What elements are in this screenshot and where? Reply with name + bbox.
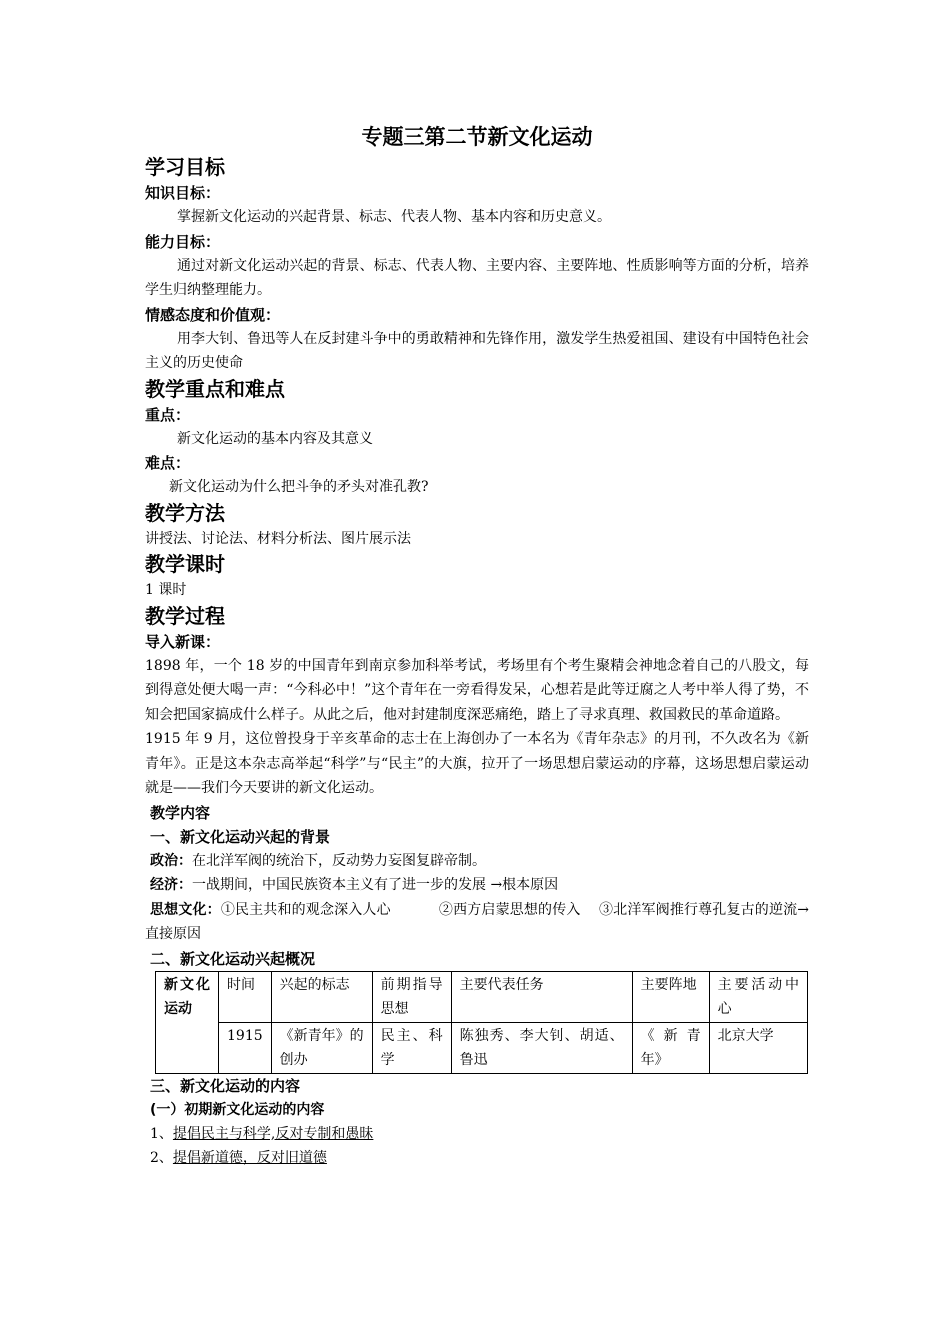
content-item-2-text: 提倡新道德，反对旧道德	[172, 1150, 327, 1166]
economy-text: 一战期间，中国民族资本主义有了进一步的发展 →根本原因	[192, 877, 559, 893]
key-point-label: 重点：	[145, 405, 191, 424]
table-row	[156, 971, 808, 1022]
content-item-2-number: 2、	[150, 1150, 173, 1166]
thought-item-2: ②西方启蒙思想的传入	[438, 901, 581, 918]
thought-label: 思想文化：	[150, 901, 221, 918]
document-title: 专题三第二节新文化运动	[361, 125, 593, 149]
difficult-point-label: 难点：	[145, 454, 191, 472]
table-header-cell: 主要代表任务	[451, 971, 632, 1022]
difficult-point-text: 新文化运动为什么把斗争的矛头对准孔教?	[169, 479, 429, 495]
thought-item-1: ①民主共和的观念深入人心	[220, 901, 391, 918]
table-header-cell: 主要活动中心	[709, 971, 807, 1022]
process-heading: 教学过程	[145, 603, 225, 628]
overview-table	[155, 971, 808, 1074]
table-cell: 北京大学	[709, 1022, 807, 1073]
intro-paragraph-2: 1915 年 9 月，这位曾投身于辛亥革命的志士在上海创办了一本名为《青年杂志》的月刊，不久改名为《新青年》。正是这本杂志高举起“科学”与“民主”的大旗，拉开了一场思想启蒙运动的序幕，这场思想启蒙运动就是——我们今天要讲的新文化运动。	[145, 731, 809, 796]
hours-text: 1 课时	[145, 582, 187, 598]
content-item-1-number: 1、	[150, 1125, 173, 1142]
table-header-cell: 主要阵地	[632, 971, 709, 1022]
hours-heading: 教学课时	[145, 552, 225, 576]
ability-goal-label: 能力目标：	[145, 232, 221, 251]
key-point-text: 新文化运动的基本内容及其意义	[177, 430, 373, 447]
content-item-2	[145, 1146, 809, 1171]
economy-line	[145, 873, 809, 898]
intro-label: 导入新课：	[145, 632, 221, 651]
table-row-label: 新文化运动	[156, 971, 219, 1073]
emotion-goal-text: 用李大钊、鲁迅等人在反封建斗争中的勇敢精神和先锋作用，激发学生热爱祖国、建设有中国特色社会主义的历史使命	[145, 330, 809, 371]
method-text: 讲授法、讨论法、材料分析法、图片展示法	[145, 530, 411, 547]
early-content-heading: (一）初期新文化运动的内容	[150, 1101, 325, 1118]
learning-goals-heading: 学习目标	[145, 155, 225, 179]
ability-goal-text: 通过对新文化运动兴起的背景、标志、代表人物、主要内容、主要阵地、性质影响等方面的分析，培养学生归纳整理能力。	[145, 257, 809, 298]
table-cell: 《新青年》	[632, 1022, 709, 1073]
knowledge-goal-label: 知识目标：	[145, 184, 221, 202]
content-section-heading: 三、新文化运动的内容	[150, 1076, 301, 1095]
table-row	[156, 1022, 808, 1073]
intro-paragraph-1: 1898 年，一个 18 岁的中国青年到南京参加科举考试，考场里有个考生聚精会神地念着自己的八股文，每到得意处便大喝一声：“今科必中！”这个青年在一旁看得发呆，心想若是此等迂腐之人考中举人得了势，不知会把国家搞成什么样子。从此之后，他对封建制度深恶痛绝，踏上了寻求真理、救国救民的革命道路。	[145, 657, 809, 723]
knowledge-goal-text: 掌握新文化运动的兴起背景、标志、代表人物、基本内容和历史意义。	[177, 209, 611, 225]
content-heading: 教学内容	[150, 803, 211, 822]
content-item-1	[145, 1122, 809, 1147]
politics-label: 政治：	[150, 852, 192, 869]
politics-line	[145, 849, 809, 874]
thought-item-3: ③北洋军阀推行尊孔复古的逆流→直接原因	[145, 901, 810, 942]
thought-line	[145, 898, 809, 947]
table-header-cell: 前期指导思想	[372, 971, 451, 1022]
method-heading: 教学方法	[145, 500, 225, 525]
background-heading: 一、新文化运动兴起的背景	[150, 827, 331, 846]
table-header-cell: 兴起的标志	[271, 971, 372, 1022]
table-cell: 《新青年》的创办	[271, 1022, 372, 1073]
emotion-goal-label: 情感态度和价值观：	[145, 305, 281, 324]
table-cell: 民主、科学	[372, 1022, 451, 1073]
table-cell: 1915	[219, 1022, 272, 1073]
table-cell: 陈独秀、李大钊、胡适、鲁迅	[451, 1022, 632, 1073]
economy-label: 经济：	[150, 877, 192, 893]
politics-text: 在北洋军阀的统治下，反动势力妄图复辟帝制。	[192, 852, 486, 869]
table-header-cell: 时间	[219, 971, 272, 1022]
content-item-1-text: 提倡民主与科学,反对专制和愚昧	[172, 1125, 374, 1142]
document-page	[145, 120, 809, 1171]
overview-heading: 二、新文化运动兴起概况	[150, 949, 316, 968]
focus-heading: 教学重点和难点	[145, 376, 285, 401]
